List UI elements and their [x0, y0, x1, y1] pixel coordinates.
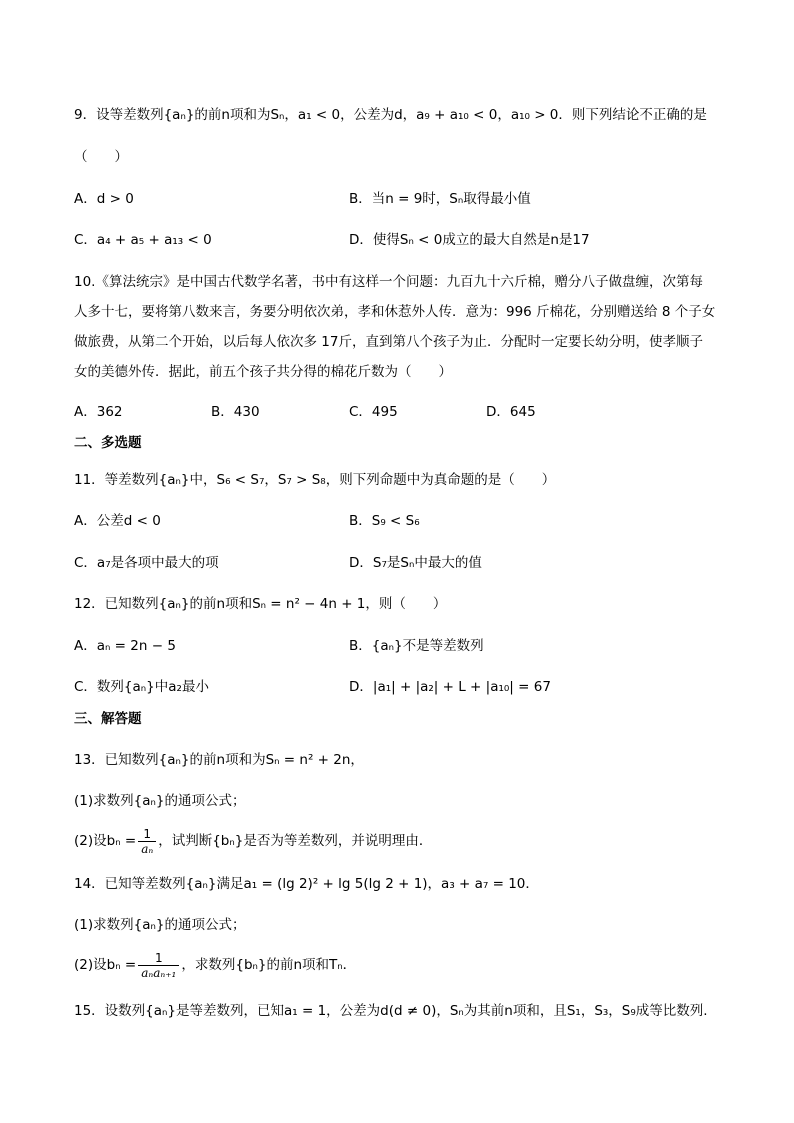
- q13-fraction-numerator: 1: [138, 827, 156, 842]
- q11-option-d: D．S₇是Sₙ中最大的值: [349, 555, 482, 571]
- q13-part-1: (1)求数列{aₙ}的通项公式；: [74, 793, 246, 809]
- q12-option-c: C．数列{aₙ}中a₂最小: [74, 679, 209, 695]
- section-heading-solutions: 三、解答题: [74, 711, 142, 727]
- q13-fraction: [138, 827, 156, 856]
- q10-line-3: 做旅费，从第二个开始，以后每人依次多 17斤，直到第八个孩子为止．分配时一定要长幼分明，使孝顺子: [74, 334, 703, 350]
- q13-part-2-suffix: ，试判断{bₙ}是否为等差数列，并说明理由．: [158, 833, 433, 849]
- q10-option-b: B．430: [211, 404, 260, 420]
- q10-option-d: D．645: [486, 404, 536, 420]
- q10-option-a: A．362: [74, 404, 123, 420]
- q10-line-1: 10.《算法统宗》是中国古代数学名著，书中有这样一个问题：九百九十六斤棉，赠分八子做盘缠，次第每: [74, 274, 703, 290]
- section-heading-multiple-choice: 二、多选题: [74, 435, 142, 451]
- q9-option-a: A．d > 0: [74, 191, 134, 207]
- q13-part-2-prefix: (2)设bₙ =: [74, 833, 137, 849]
- q9-option-c: C．a₄ + a₅ + a₁₃ < 0: [74, 232, 212, 248]
- q11-option-c: C．a₇是各项中最大的项: [74, 555, 219, 571]
- q10-line-2: 人多十七，要将第八数来言，务要分明依次弟，孝和休惹外人传．意为：996 斤棉花，分别赠送给 8 个子女: [74, 304, 716, 320]
- q14-part-2: [74, 950, 356, 980]
- q12-option-d: D．|a₁| + |a₂| + L + |a₁₀| = 67: [349, 679, 551, 695]
- q12-option-b: B．{aₙ}不是等差数列: [349, 638, 484, 654]
- q12-stem: 12．已知数列{aₙ}的前n项和Sₙ = n² − 4n + 1，则（ ）: [74, 596, 447, 612]
- q9-stem: 9．设等差数列{aₙ}的前n项和为Sₙ，a₁ < 0，公差为d，a₉ + a₁₀ < 0，a₁₀ > 0．则下列结论不正确的是: [74, 107, 707, 123]
- q14-part-1: (1)求数列{aₙ}的通项公式；: [74, 917, 246, 933]
- q11-option-b: B．S₉ < S₆: [349, 513, 420, 529]
- q14-fraction: [138, 951, 179, 980]
- q13-stem: 13．已知数列{aₙ}的前n项和为Sₙ = n² + 2n，: [74, 752, 364, 768]
- q10-line-4: 女的美德外传．据此，前五个孩子共分得的棉花斤数为（ ）: [74, 364, 452, 380]
- q11-stem: 11．等差数列{aₙ}中，S₆ < S₇，S₇ > S₈，则下列命题中为真命题的是（ ）: [74, 472, 556, 488]
- q14-fraction-denominator: aₙaₙ₊₁: [141, 965, 177, 980]
- q14-part-2-prefix: (2)设bₙ =: [74, 957, 137, 973]
- q13-part-2: [74, 826, 432, 856]
- q11-option-a: A．公差d < 0: [74, 513, 161, 529]
- q14-fraction-numerator: 1: [138, 951, 179, 966]
- q10-option-c: C．495: [349, 404, 398, 420]
- q15-stem: 15．设数列{aₙ}是等差数列，已知a₁ = 1，公差为d(d ≠ 0)，Sₙ为其前n项和，且S₁，S₃，S₉成等比数列.: [74, 1003, 708, 1019]
- q12-option-a: A．aₙ = 2n − 5: [74, 638, 176, 654]
- q9-paren: （ ）: [74, 149, 128, 165]
- q9-option-d: D．使得Sₙ < 0成立的最大自然是n是17: [349, 232, 590, 248]
- q13-fraction-denominator: aₙ: [141, 841, 154, 856]
- q14-part-2-suffix: ，求数列{bₙ}的前n项和Tₙ．: [181, 957, 357, 973]
- q9-option-b: B．当n = 9时，Sₙ取得最小值: [349, 191, 531, 207]
- q14-stem: 14．已知等差数列{aₙ}满足a₁ = (lg 2)² + lg 5(lg 2 + 1)，a₃ + a₇ = 10．: [74, 876, 539, 892]
